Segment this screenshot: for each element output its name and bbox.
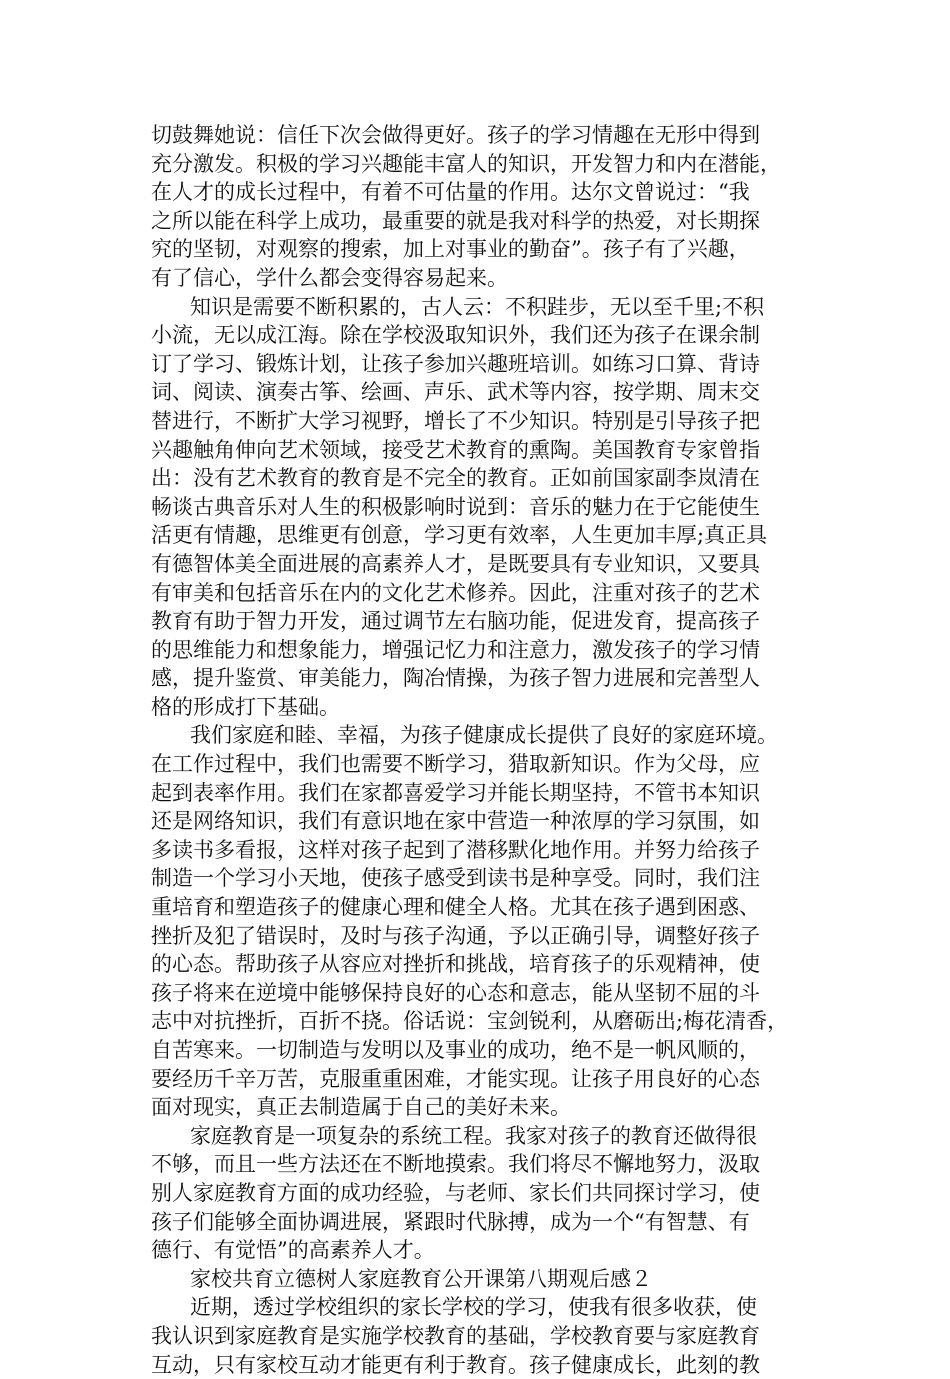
text-line: 制造一个学习小天地，使孩子感受到读书是种享受。同时，我们注 bbox=[151, 866, 760, 891]
text-line: 有了信心，学什么都会变得容易起来。 bbox=[151, 265, 508, 290]
text-line: 格的形成打下基础。 bbox=[151, 694, 340, 719]
text-line: 自苦寒来。一切制造与发明以及事业的成功，绝不是一帆风顺的， bbox=[151, 1038, 760, 1062]
text-line: 兴趣触角伸向艺术领域，接受艺术教育的熏陶。美国教育专家曾指 bbox=[151, 437, 760, 462]
paragraph-first-line: 我们家庭和睦、幸福，为孩子健康成长提供了良好的家庭环境。 bbox=[190, 723, 778, 748]
paragraph-first-line: 家庭教育是一项复杂的系统工程。我家对孩子的教育还做得很 bbox=[190, 1123, 757, 1148]
text-line: 活更有情趣，思维更有创意，学习更有效率，人生更加丰厚;真正具 bbox=[151, 523, 768, 548]
paragraph-first-line: 家校共育立德树人家庭教育公开课第八期观后感２ bbox=[190, 1266, 652, 1291]
text-line: 有审美和包括音乐在内的文化艺术修养。因此，注重对孩子的艺术 bbox=[151, 580, 760, 605]
text-line: 出：没有艺术教育的教育是不完全的教育。正如前国家副李岚清在 bbox=[151, 466, 760, 491]
text-line: 孩子们能够全面协调进展，紧跟时代脉搏，成为一个“有智慧、有 bbox=[151, 1209, 750, 1234]
text-line: 的思维能力和想象能力，增强记忆力和注意力，激发孩子的学习情 bbox=[151, 637, 760, 662]
text-line: 在工作过程中，我们也需要不断学习，猎取新知识。作为父母，应 bbox=[151, 752, 760, 777]
text-line: 面对现实，真正去制造属于自己的美好未来。 bbox=[151, 1095, 571, 1120]
text-line: 小流，无以成江海。除在学校汲取知识外，我们还为孩子在课余制 bbox=[151, 323, 760, 348]
text-line: 在人才的成长过程中，有着不可估量的作用。达尔文曾说过：“我 bbox=[151, 180, 750, 205]
text-line: 孩子将来在逆境中能够保持良好的心态和意志，能从坚韧不屈的斗 bbox=[151, 980, 760, 1005]
text-line: 多读书多看报，这样对孩子起到了潜移默化地作用。并努力给孩子 bbox=[151, 837, 760, 862]
text-line: 别人家庭教育方面的成功经验，与老师、家长们共同探讨学习，使 bbox=[151, 1180, 760, 1205]
text-line: 德行、有觉悟”的高素养人才。 bbox=[151, 1238, 435, 1263]
text-line: 重培育和塑造孩子的健康心理和健全人格。尤其在孩子遇到困惑、 bbox=[151, 895, 760, 920]
text-line: 不够，而且一些方法还在不断地摸索。我们将尽不懈地努力，汲取 bbox=[151, 1152, 760, 1177]
text-line: 有德智体美全面进展的高素养人才，是既要具有专业知识，又要具 bbox=[151, 551, 760, 576]
text-line: 要经历千辛万苦，克服重重困难，才能实现。让孩子用良好的心态 bbox=[151, 1066, 760, 1091]
text-line: 感，提升鉴赏、审美能力，陶冶情操，为孩子智力进展和完善型人 bbox=[151, 666, 760, 691]
text-line: 之所以能在科学上成功，最重要的就是我对科学的热爱，对长期探 bbox=[151, 208, 760, 233]
text-line: 挫折及犯了错误时，及时与孩子沟通，予以正确引导，调整好孩子 bbox=[151, 923, 760, 948]
text-line: 的心态。帮助孩子从容应对挫折和挑战，培育孩子的乐观精神，使 bbox=[151, 952, 760, 977]
text-line: 我认识到家庭教育是实施学校教育的基础，学校教育要与家庭教育 bbox=[151, 1323, 760, 1348]
document-body bbox=[0, 121, 950, 1379]
text-line: 词、阅读、演奏古筝、绘画、声乐、武术等内容，按学期、周末交 bbox=[151, 380, 760, 405]
text-line: 充分激发。积极的学习兴趣能丰富人的知识，开发智力和内在潜能， bbox=[151, 151, 781, 176]
text-line: 互动，只有家校互动才能更有利于教育。孩子健康成长，此刻的教 bbox=[151, 1352, 760, 1377]
text-line: 教育有助于智力开发，通过调节左右脑功能，促进发育，提高孩子 bbox=[151, 609, 760, 634]
text-line: 还是网络知识，我们有意识地在家中营造一种浓厚的学习氛围，如 bbox=[151, 809, 760, 834]
text-line: 订了学习、锻炼计划，让孩子参加兴趣班培训。如练习口算、背诗 bbox=[151, 351, 760, 376]
text-line: 起到表率作用。我们在家都喜爱学习并能长期坚持，不管书本知识 bbox=[151, 780, 760, 805]
text-line: 替进行，不断扩大学习视野，增长了不少知识。特别是引导孩子把 bbox=[151, 408, 760, 433]
text-line: 究的坚韧，对观察的搜索，加上对事业的勤奋”。孩子有了兴趣， bbox=[151, 237, 750, 262]
paragraph-first-line: 知识是需要不断积累的，古人云：不积跬步，无以至千里;不积 bbox=[190, 294, 765, 319]
text-line: 畅谈古典音乐对人生的积极影响时说到：音乐的魅力在于它能使生 bbox=[151, 494, 760, 519]
text-line: 切鼓舞她说：信任下次会做得更好。孩子的学习情趣在无形中得到 bbox=[151, 123, 760, 147]
text-line: 志中对抗挫折，百折不挠。俗话说：宝剑锐利，从磨砺出;梅花清香， bbox=[151, 1009, 789, 1034]
paragraph-first-line: 近期，透过学校组织的家长学校的学习，使我有很多收获，使 bbox=[190, 1295, 757, 1320]
